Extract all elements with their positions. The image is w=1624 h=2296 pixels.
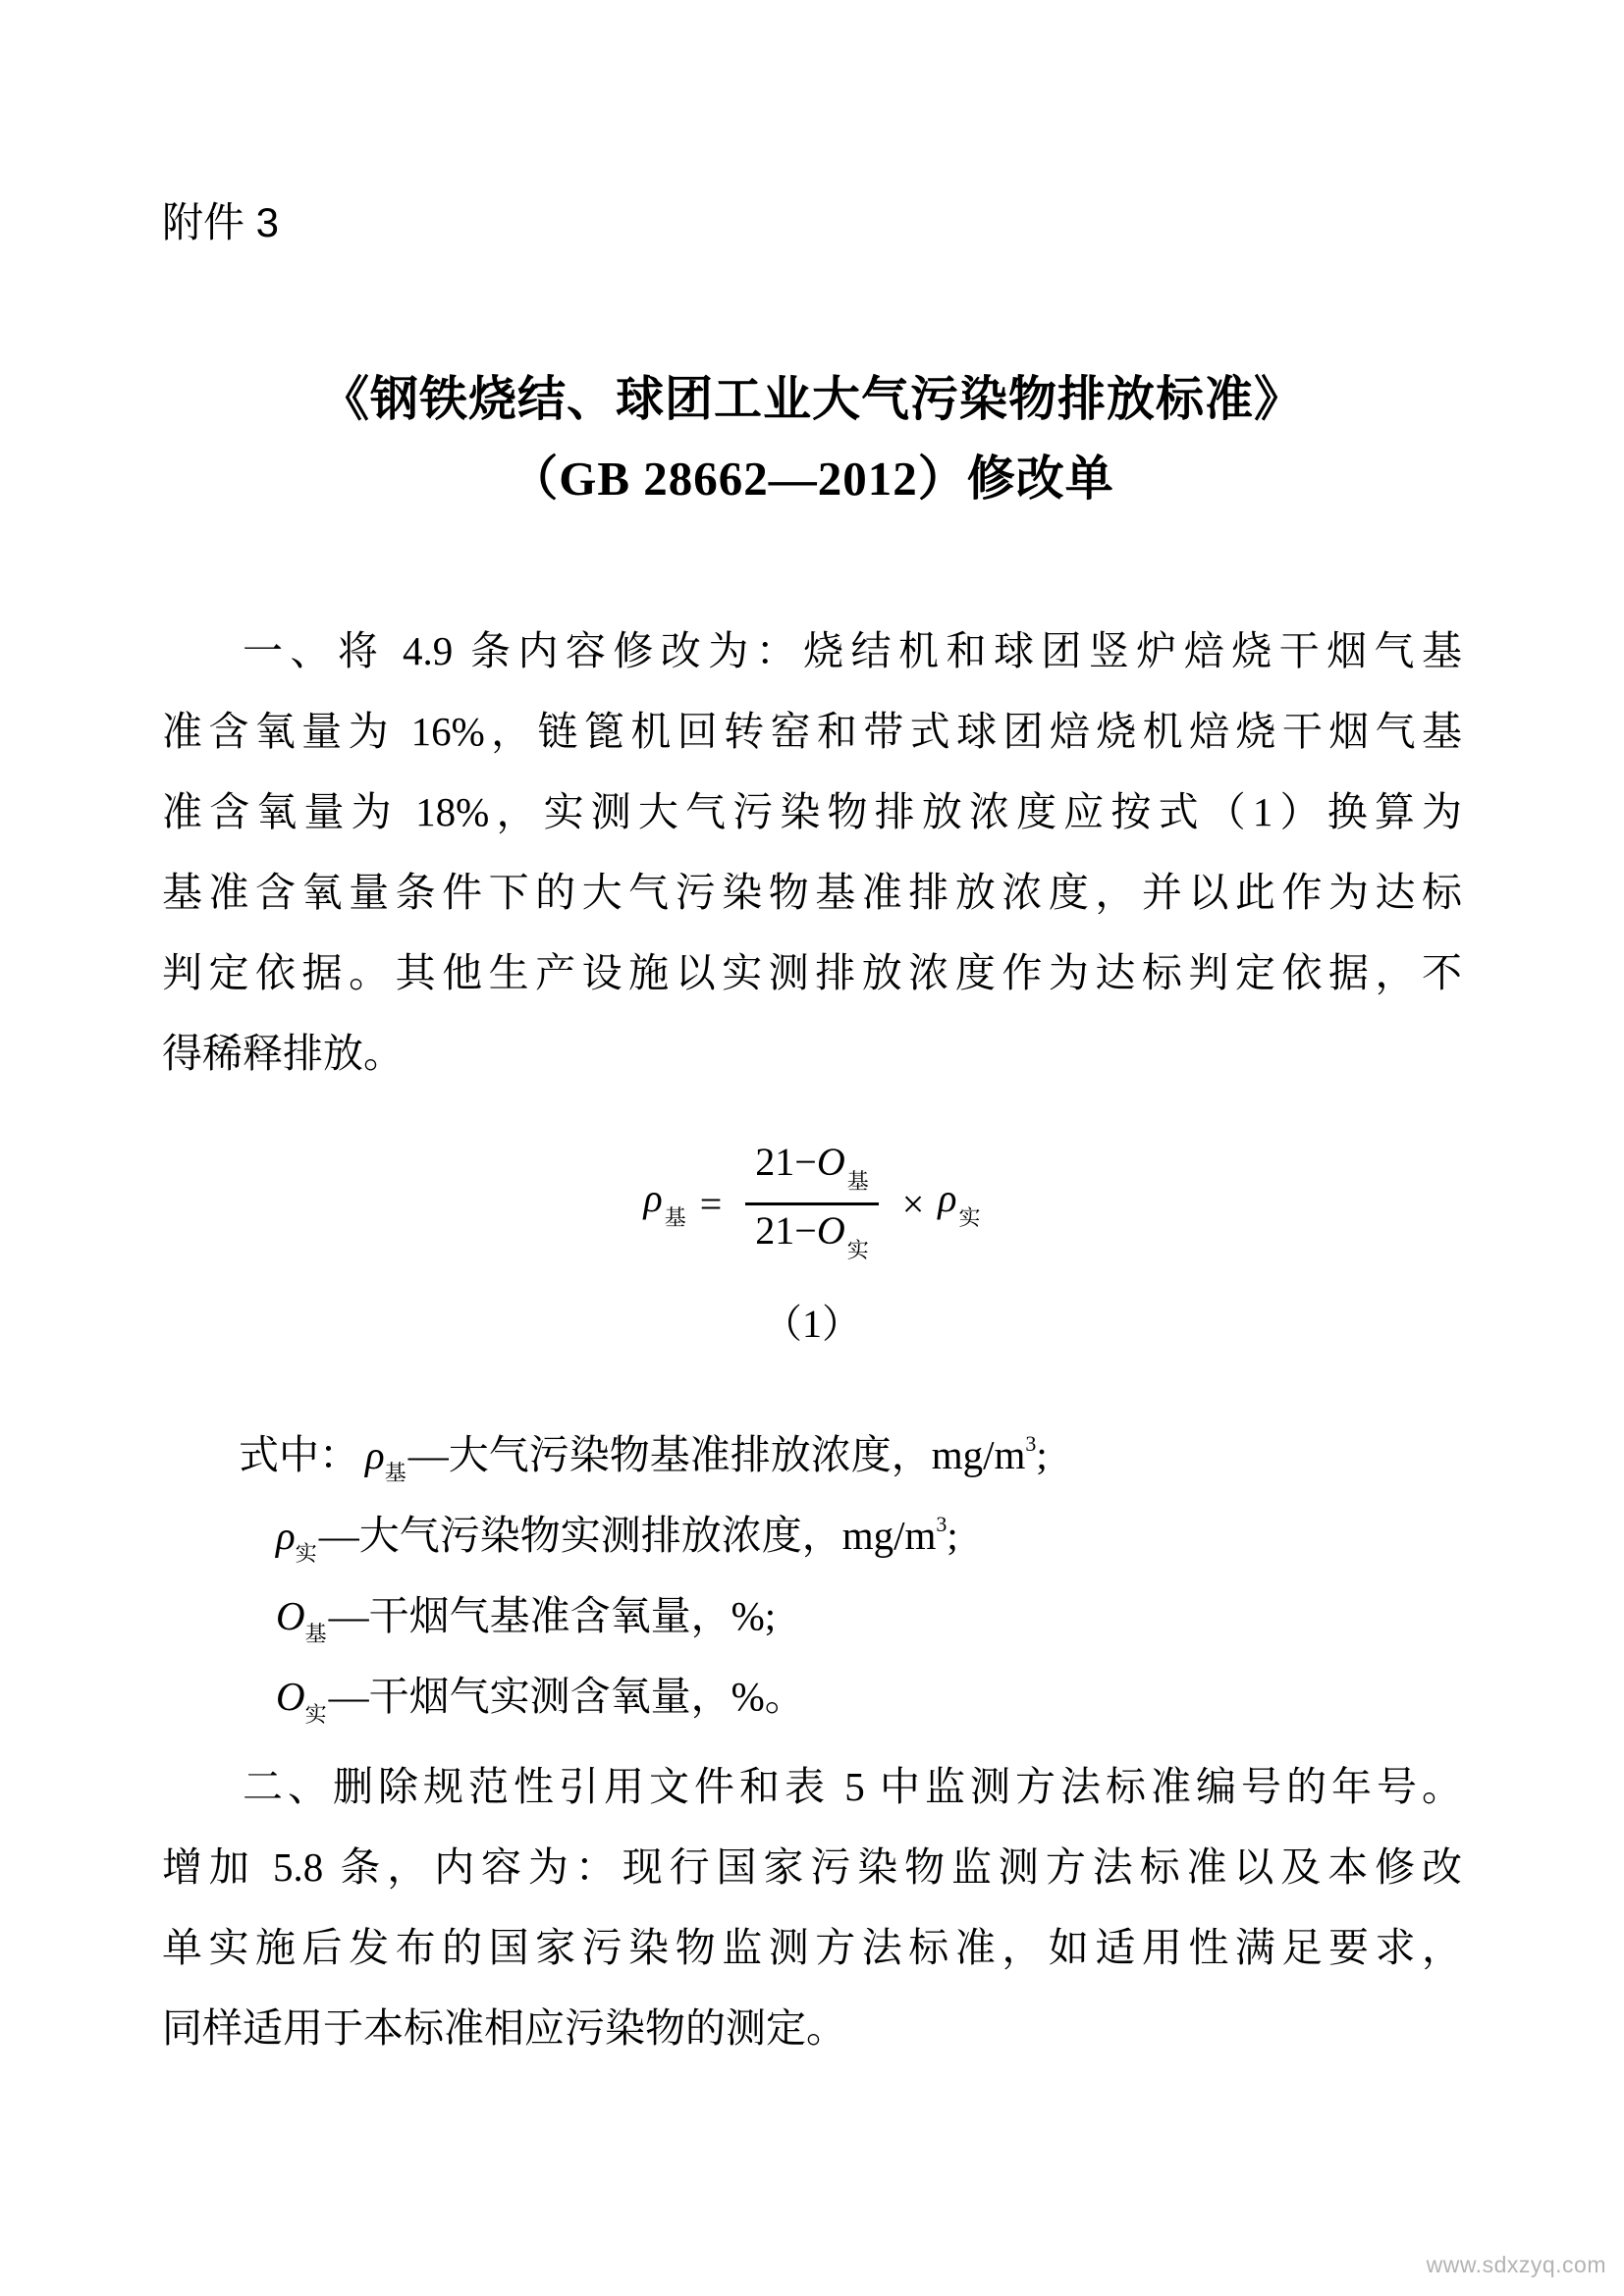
definition-line [162,1495,1462,1575]
rho-symbol: ρ [365,1432,385,1477]
paragraph-1-line: 判定依据。其他生产设施以实测排放浓度作为达标判定依据，不 [162,950,1462,995]
unit-text: % [731,1674,765,1719]
definition-line [162,1415,1462,1495]
symbol-definitions [162,1415,1462,1736]
definition-tail: ; [947,1513,958,1558]
formula-subscript: 基 [664,1205,686,1230]
fraction-denominator [745,1202,878,1271]
paragraph-1-line: 准含氧量为 18%，实测大气污染物排放浓度应按式（1）换算为 [162,789,1462,834]
document-title-line-1: 《钢铁烧结、球团工业大气污染物排放标准》 [320,372,1303,426]
formula-number-label: （1） [763,1302,861,1346]
definition-text: —大气污染物实测排放浓度， [318,1513,842,1558]
rho-symbol: ρ [276,1513,296,1558]
unit-superscript: 3 [1025,1431,1037,1456]
paragraph-2 [162,1746,1462,2068]
document-title-line-2: （GB 28662—2012）修改单 [510,452,1114,506]
paragraph-2-line: 增加 5.8 条，内容为：现行国家污染物监测方法标准以及本修改 [162,1844,1462,1890]
formula-subscript: 基 [846,1169,869,1194]
formula-rhs [938,1176,981,1230]
definition-line [162,1575,1462,1656]
unit-text: % [731,1593,765,1638]
attachment-label: 附件 3 [162,199,280,245]
page-content [162,0,1462,2068]
paragraph-2-line: 同样适用于本标准相应污染物的测定。 [162,2005,846,2051]
oxygen-symbol: O [276,1593,305,1638]
paragraph-1-line: 准含氧量为 16%，链篦机回转窑和带式球团焙烧机焙烧干烟气基 [162,709,1462,754]
symbol-subscript: 基 [304,1622,327,1646]
multiplication-sign: × [901,1181,925,1226]
definition-tail: ; [1036,1432,1048,1477]
fraction-numerator [745,1137,878,1202]
unit-text: mg/m [931,1432,1026,1477]
formula-subscript: 实 [958,1205,981,1230]
document-title [162,359,1462,518]
definition-text: —干烟气基准含氧量， [328,1593,731,1638]
paragraph-1 [162,611,1462,1094]
symbol-subscript: 基 [384,1461,406,1485]
oxygen-symbol: O [816,1140,845,1184]
formula-lhs [643,1176,686,1230]
watermark-text: www.sdxzyq.com [1426,2252,1606,2277]
oxygen-symbol: O [276,1674,305,1719]
numerator-text: 21− [755,1140,817,1184]
formula-subscript: 实 [846,1238,869,1262]
paragraph-2-line: 单实施后发布的国家污染物监测方法标准，如适用性满足要求， [162,1925,1462,1970]
paragraph-1-line: 一、将 4.9 条内容修改为：烧结机和球团竖炉焙烧干烟气基 [243,628,1462,673]
definition-tail: ; [764,1593,777,1638]
unit-text: mg/m [841,1513,937,1558]
formula-1 [162,1137,1462,1271]
denominator-text: 21− [755,1208,817,1253]
rho-symbol: ρ [643,1176,663,1220]
definition-text: —干烟气实测含氧量， [328,1674,731,1719]
definition-line [162,1656,1462,1736]
definition-text: —大气污染物基准排放浓度， [407,1432,932,1477]
equals-sign: = [699,1181,723,1226]
symbol-subscript: 实 [304,1702,327,1727]
definition-tail: 。 [764,1674,805,1719]
paragraph-2-line: 二、删除规范性引用文件和表 5 中监测方法标准编号的年号。 [243,1764,1462,1809]
symbol-subscript: 实 [295,1541,317,1566]
definitions-intro: 式中： [239,1432,359,1477]
rho-symbol: ρ [938,1176,957,1220]
oxygen-symbol: O [816,1208,845,1253]
paragraph-1-line: 基准含氧量条件下的大气污染物基准排放浓度，并以此作为达标 [162,870,1462,915]
fraction [745,1137,878,1271]
paragraph-1-line: 得稀释排放。 [162,1031,404,1076]
unit-superscript: 3 [936,1512,947,1536]
